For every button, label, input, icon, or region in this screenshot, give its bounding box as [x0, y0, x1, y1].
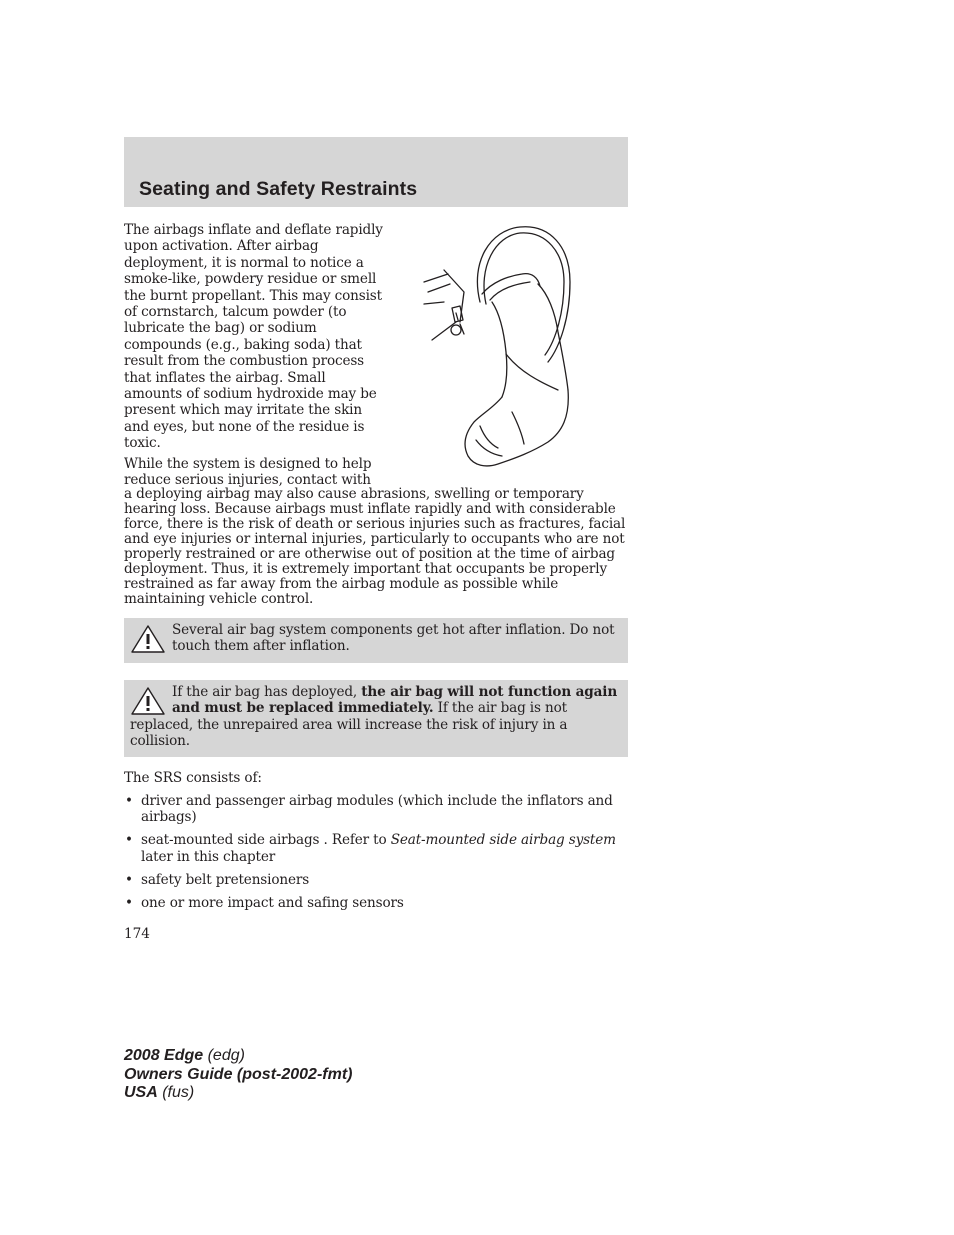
hot-components-warning-text: Several air bag system components get hot after inflation. Do not touch them after inflation.: [172, 622, 615, 655]
document-footer: [124, 1047, 352, 1103]
airbag-deployment-paragraph: The airbags inflate and deflate rapidly upon activation. After airbag deployment, it is normal to notice a smoke-like, powdery residue or smell the burnt propellant. This may consist of cornstarch, talcum powder (to lubricate the bag) or sodium compounds (e.g., baking soda) that result from the combustion process that inflates the airbag. Small amounts of sodium hydroxide may be present which may irritate the skin and eyes, but none of the residue is toxic.: [124, 222, 383, 452]
list-item: • driver and passenger airbag modules (which include the inflators and airbags): [125, 793, 613, 826]
bullet: •: [125, 793, 133, 809]
replacement-warning-lead: If the air bag has deployed,: [172, 684, 362, 700]
list-item: • one or more impact and safing sensors: [125, 894, 404, 911]
warning-triangle-icon: [130, 624, 166, 654]
section-title: Seating and Safety Restraints: [139, 178, 418, 200]
cross-reference-link: Seat-mounted side airbag system: [390, 832, 616, 849]
replacement-warning-tail: If the air bag is not replaced, the unrepaired area will increase the risk of injury in a collision.: [130, 700, 568, 750]
injury-paragraph-start: While the system is designed to help reduce serious injuries, contact with: [124, 456, 372, 489]
bullet: •: [125, 871, 133, 888]
bullet: •: [125, 832, 133, 849]
injury-paragraph-continued: a deploying airbag may also cause abrasions, swelling or temporary hearing loss. Because airbags must inflate rapidly and with considerable force, there is the risk of death or serious injuries such as fractures, facial and eye injuries or internal injuries, particularly to occupants who are not properly restrained or are otherwise out of position at the time of airbag deployment. Thus, it is extremely important that occupants be properly restrained as far away from the airbag module as possible while maintaining vehicle control.: [124, 486, 626, 607]
srs-intro: The SRS consists of:: [124, 770, 262, 786]
steering-wheel-airbag-illustration: [420, 222, 580, 470]
footer-line-model: 2008 Edge (edg): [124, 1047, 245, 1064]
page-number: 174: [124, 926, 150, 942]
replacement-warning-emphasis: the air bag will not function again and must be replaced immediately.: [172, 684, 618, 717]
section-header-band: [124, 137, 628, 207]
replacement-warning: [124, 680, 628, 757]
hot-components-warning: [124, 618, 628, 663]
footer-line-guide: Owners Guide (post-2002-fmt): [124, 1065, 353, 1083]
footer-line-market: USA (fus): [124, 1084, 195, 1101]
list-item: • seat-mounted side airbags . Refer to Seat-mounted side airbag system later in this chapter: [125, 832, 616, 865]
warning-triangle-icon: [130, 686, 166, 716]
srs-components-list: [124, 793, 628, 917]
list-item: • safety belt pretensioners: [125, 871, 310, 888]
bullet: •: [125, 894, 133, 911]
